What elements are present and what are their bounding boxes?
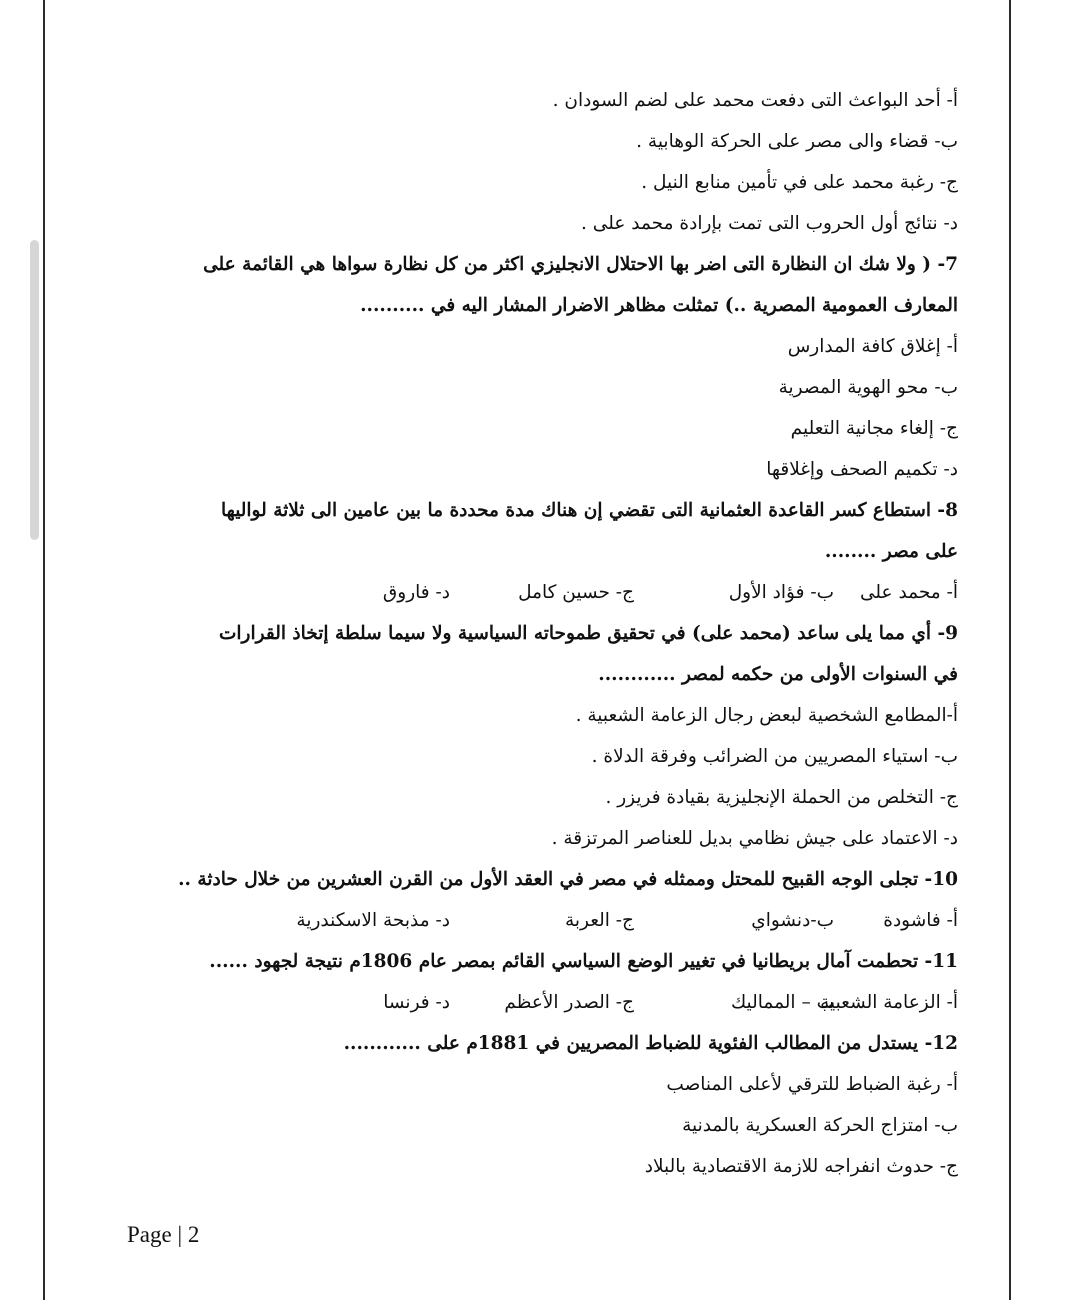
page-number-footer: Page | 2 — [127, 1222, 200, 1247]
q10-options-row — [120, 900, 958, 941]
q7-text-line1: 7- ( ولا شك ان النظارة التى اضر بها الاحتلال الانجليزي اكثر من كل نظارة سواها هي القائمة على — [203, 254, 958, 275]
q6-option-c: ج- رغبة محمد على في تأمين منابع النيل . — [641, 172, 958, 193]
q11-option-d: د- فرنسا — [383, 992, 450, 1013]
q9-option-d: د- الاعتماد على جيش نظامي بديل للعناصر المرتزقة . — [551, 828, 958, 849]
q8-option-b: ب- فؤاد الأول — [728, 582, 834, 603]
q8-text-line2: على مصر ........ — [824, 541, 958, 562]
q8-option-a: أ- محمد على — [860, 582, 958, 603]
q11-text: 11- تحطمت آمال بريطانيا في تغيير الوضع السياسي القائم بمصر عام 1806م نتيجة لجهود ...... — [209, 951, 958, 972]
q12-text: 12- يستدل من المطالب الفئوية للضباط المصريين في 1881م على ............ — [343, 1033, 958, 1054]
q7-option-c: ج- إلغاء مجانية التعليم — [790, 418, 958, 439]
q6-option-a: أ- أحد البواعث التى دفعت محمد على لضم السودان . — [552, 90, 958, 111]
q10-option-c: ج- العربة — [564, 910, 634, 931]
q9-option-b: ب- استياء المصريين من الضرائب وفرقة الدلاة . — [591, 746, 958, 767]
page-border-right — [1009, 0, 1011, 1300]
q7-option-b: ب- محو الهوية المصرية — [778, 377, 958, 398]
q10-option-a: أ- فاشودة — [883, 910, 958, 931]
q8-options-row — [120, 572, 958, 613]
q10-option-b: ب-دنشواي — [751, 910, 834, 931]
q9-option-c: ج- التخلص من الحملة الإنجليزية بقيادة فريزر . — [605, 787, 958, 808]
q12-option-a: أ- رغبة الضباط للترقي لأعلى المناصب — [666, 1074, 958, 1095]
q7-option-a: أ- إغلاق كافة المدارس — [787, 336, 958, 357]
q9-option-a: أ-المطامع الشخصية لبعض رجال الزعامة الشعبية . — [575, 705, 958, 726]
q6-option-b: ب- قضاء والى مصر على الحركة الوهابية . — [636, 131, 958, 152]
q10-option-d: د- مذبحة الاسكندرية — [296, 910, 450, 931]
q11-option-a: أ- الزعامة الشعبية — [820, 992, 958, 1013]
q6-option-d: د- نتائج أول الحروب التى تمت بإرادة محمد على . — [581, 213, 958, 234]
page-border-left — [43, 0, 45, 1300]
q10-text: 10- تجلى الوجه القبيح للمحتل وممثله في مصر في العقد الأول من القرن العشرين من خلال حادثة .. — [178, 869, 958, 890]
q11-option-c: ج- الصدر الأعظم — [504, 992, 634, 1013]
q7-text-line2: المعارف العمومية المصرية ..) تمثلت مظاهر الاضرار المشار اليه في .......... — [360, 295, 958, 316]
q12-option-c: ج- حدوث انفراجه للازمة الاقتصادية بالبلاد — [644, 1156, 958, 1177]
q8-option-c: ج- حسين كامل — [518, 582, 634, 603]
q7-option-d: د- تكميم الصحف وإغلاقها — [766, 459, 958, 480]
document-content — [120, 80, 958, 1187]
q11-option-b: ب – المماليك — [730, 992, 834, 1013]
scrollbar-thumb[interactable] — [30, 240, 39, 540]
q9-text-line1: 9- أي مما يلى ساعد (محمد على) في تحقيق طموحاته السياسية ولا سيما سلطة إتخاذ القرارات — [219, 623, 958, 644]
q12-option-b: ب- امتزاج الحركة العسكرية بالمدنية — [682, 1115, 958, 1136]
q9-text-line2: في السنوات الأولى من حكمه لمصر ............ — [598, 664, 958, 685]
q8-option-d: د- فاروق — [382, 582, 450, 603]
q8-text-line1: 8- استطاع كسر القاعدة العثمانية التى تقضي إن هناك مدة محددة ما بين عامين الى ثلاثة لواليها — [221, 500, 958, 521]
q11-options-row — [120, 982, 958, 1023]
